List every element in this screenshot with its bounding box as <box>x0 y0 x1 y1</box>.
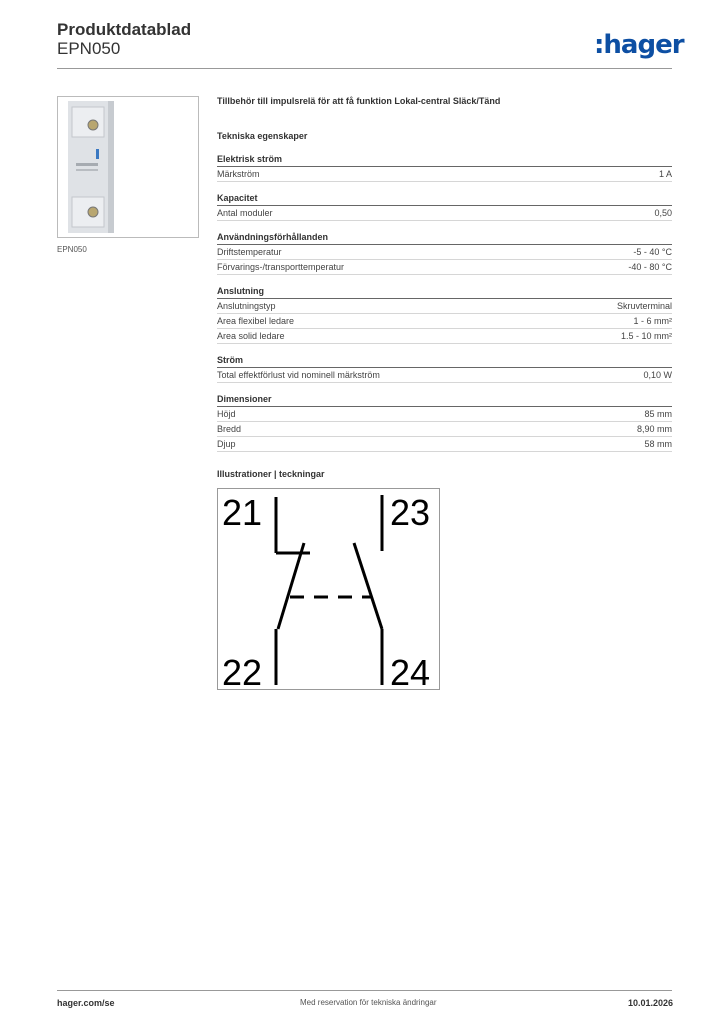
product-image <box>57 96 199 238</box>
spec-label: Bredd <box>217 424 242 434</box>
specs-table <box>217 152 672 461</box>
spec-group-conditions <box>217 230 672 275</box>
spec-label: Höjd <box>217 409 236 419</box>
spec-value: 0,50 <box>654 208 672 218</box>
terminal-label-24: 24 <box>390 652 431 689</box>
spec-row <box>217 329 672 344</box>
spec-label: Antal moduler <box>217 208 273 218</box>
footer-disclaimer: Med reservation för tekniska ändringar <box>300 998 437 1007</box>
illustrations-heading: Illustrationer | teckningar <box>217 469 325 479</box>
spec-group-title: Dimensioner <box>217 392 672 407</box>
footer-date: 10.01.2026 <box>628 998 674 1008</box>
spec-value: 1.5 - 10 mm² <box>620 331 672 341</box>
spec-label: Total effektförlust vid nominell märkström <box>217 370 380 380</box>
spec-value: 85 mm <box>644 409 672 419</box>
spec-value: 1 - 6 mm² <box>633 316 672 326</box>
spec-label: Driftstemperatur <box>217 247 282 257</box>
spec-row <box>217 368 672 383</box>
spec-row <box>217 245 672 260</box>
spec-group-connection <box>217 284 672 344</box>
spec-row <box>217 437 672 452</box>
spec-value: Skruvterminal <box>616 301 672 311</box>
hager-logo: :hager <box>594 30 684 60</box>
contact-diagram <box>217 488 440 690</box>
spec-value: 8,90 mm <box>636 424 672 434</box>
spec-group-title: Användningsförhållanden <box>217 230 672 245</box>
spec-group-capacity <box>217 191 672 221</box>
spec-value: -5 - 40 °C <box>633 247 672 257</box>
terminal-label-23: 23 <box>390 492 431 533</box>
spec-row <box>217 206 672 221</box>
spec-group-current <box>217 353 672 383</box>
spec-row <box>217 299 672 314</box>
spec-group-title: Ström <box>217 353 672 368</box>
spec-value: -40 - 80 °C <box>628 262 672 272</box>
terminal-label-22: 22 <box>222 652 263 689</box>
spec-row <box>217 422 672 437</box>
spec-row <box>217 314 672 329</box>
spec-label: Area flexibel ledare <box>217 316 295 326</box>
image-caption: EPN050 <box>57 245 87 254</box>
nc-contact-symbol <box>276 497 310 685</box>
spec-value: 0,10 W <box>643 370 672 380</box>
header-divider <box>57 68 672 69</box>
product-description: Tillbehör till impulsrelä för att få funktion Lokal-central Släck/Tänd <box>217 96 501 106</box>
document-title: Produktdatablad <box>57 20 192 39</box>
no-contact-symbol <box>354 495 382 685</box>
spec-label: Djup <box>217 439 236 449</box>
spec-label: Förvarings-/transporttemperatur <box>217 262 345 272</box>
specs-heading: Tekniska egenskaper <box>217 131 308 141</box>
spec-group-title: Kapacitet <box>217 191 672 206</box>
spec-label: Märkström <box>217 169 260 179</box>
spec-group-title: Anslutning <box>217 284 672 299</box>
spec-group-title: Elektrisk ström <box>217 152 672 167</box>
footer-website: hager.com/se <box>57 998 115 1008</box>
spec-group-dimensions <box>217 392 672 452</box>
spec-row <box>217 260 672 275</box>
spec-value: 1 A <box>658 169 672 179</box>
spec-group-electric <box>217 152 672 182</box>
product-code: EPN050 <box>57 39 121 58</box>
spec-label: Anslutningstyp <box>217 301 276 311</box>
footer-divider <box>57 990 672 991</box>
terminal-label-21: 21 <box>222 492 263 533</box>
spec-label: Area solid ledare <box>217 331 285 341</box>
spec-value: 58 mm <box>644 439 672 449</box>
spec-row <box>217 407 672 422</box>
spec-row <box>217 167 672 182</box>
